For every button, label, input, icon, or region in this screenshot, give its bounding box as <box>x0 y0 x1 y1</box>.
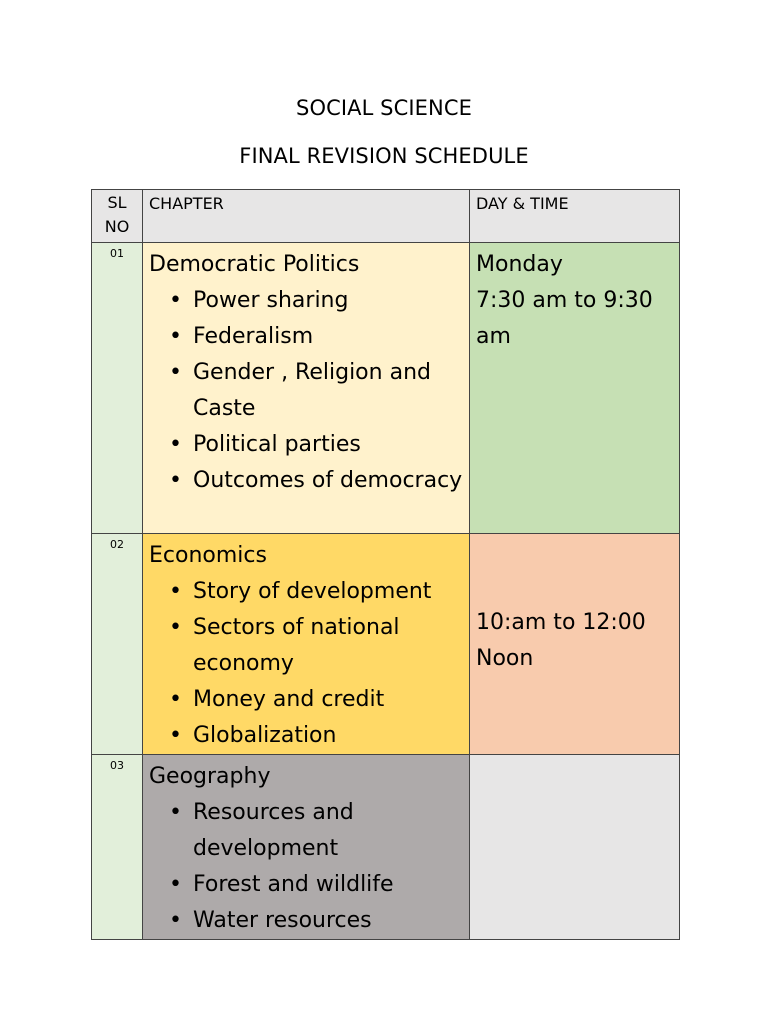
topic-text: Sectors of national economy <box>193 615 400 676</box>
bullet-icon: • <box>169 324 182 349</box>
topic-text: Power sharing <box>193 288 349 313</box>
topic-text: Resources and development <box>193 800 354 861</box>
chapter-title: Democratic Politics <box>149 252 360 277</box>
topic-text: Federalism <box>193 324 314 349</box>
topic-list <box>149 795 463 939</box>
row-sl-number: 02 <box>92 534 143 755</box>
chapter-cell <box>143 755 470 940</box>
list-item <box>149 795 463 867</box>
list-item <box>149 319 463 355</box>
topic-list <box>149 283 463 499</box>
bullet-icon: • <box>169 908 182 933</box>
time-text: 10:am to 12:00 Noon <box>476 610 646 671</box>
bullet-icon: • <box>169 723 182 748</box>
time-text: 7:30 am to 9:30 am <box>476 288 653 349</box>
chapter-cell <box>143 534 470 755</box>
bullet-icon: • <box>169 687 182 712</box>
bullet-icon: • <box>169 288 182 313</box>
list-item <box>149 574 463 610</box>
list-item <box>149 283 463 319</box>
bullet-icon: • <box>169 800 182 825</box>
row-sl-number: 03 <box>92 755 143 940</box>
list-item <box>149 903 463 939</box>
topic-text: Gender , Religion and Caste <box>193 360 431 421</box>
header-no-label: NO <box>104 217 130 236</box>
topic-text: Forest and wildlife <box>193 872 394 897</box>
topic-text: Political parties <box>193 432 361 457</box>
day-time-cell-empty <box>470 755 680 940</box>
topic-text: Outcomes of democracy <box>193 468 463 493</box>
topic-text: Globalization <box>193 723 337 748</box>
chapter-title: Economics <box>149 543 267 568</box>
document-subtitle: FINAL REVISION SCHEDULE <box>239 144 529 168</box>
bullet-icon: • <box>169 615 182 640</box>
list-item <box>149 682 463 718</box>
chapter-cell <box>143 243 470 534</box>
bullet-icon: • <box>169 468 182 493</box>
table-row <box>92 755 680 940</box>
header-sl-no <box>92 190 143 243</box>
day-time-cell <box>470 534 680 755</box>
topic-list <box>149 574 463 754</box>
table-header-row <box>92 190 680 243</box>
chapter-title: Geography <box>149 764 271 789</box>
list-item <box>149 867 463 903</box>
list-item <box>149 355 463 427</box>
topic-text: Money and credit <box>193 687 385 712</box>
header-chapter: CHAPTER <box>143 190 470 243</box>
list-item <box>149 610 463 682</box>
day-text: Monday <box>476 252 563 277</box>
row-sl-number: 01 <box>92 243 143 534</box>
list-item <box>149 718 463 754</box>
topic-text: Story of development <box>193 579 432 604</box>
document-title: SOCIAL SCIENCE <box>296 96 472 120</box>
bullet-icon: • <box>169 579 182 604</box>
topic-text: Water resources <box>193 908 372 933</box>
bullet-icon: • <box>169 360 182 385</box>
list-item <box>149 427 463 463</box>
list-item <box>149 463 463 499</box>
bullet-icon: • <box>169 872 182 897</box>
table-row <box>92 243 680 534</box>
revision-schedule-table <box>91 189 680 940</box>
header-day-time: DAY & TIME <box>470 190 680 243</box>
day-time-cell <box>470 243 680 534</box>
header-sl-label: SL <box>107 193 127 212</box>
bullet-icon: • <box>169 432 182 457</box>
table-row <box>92 534 680 755</box>
